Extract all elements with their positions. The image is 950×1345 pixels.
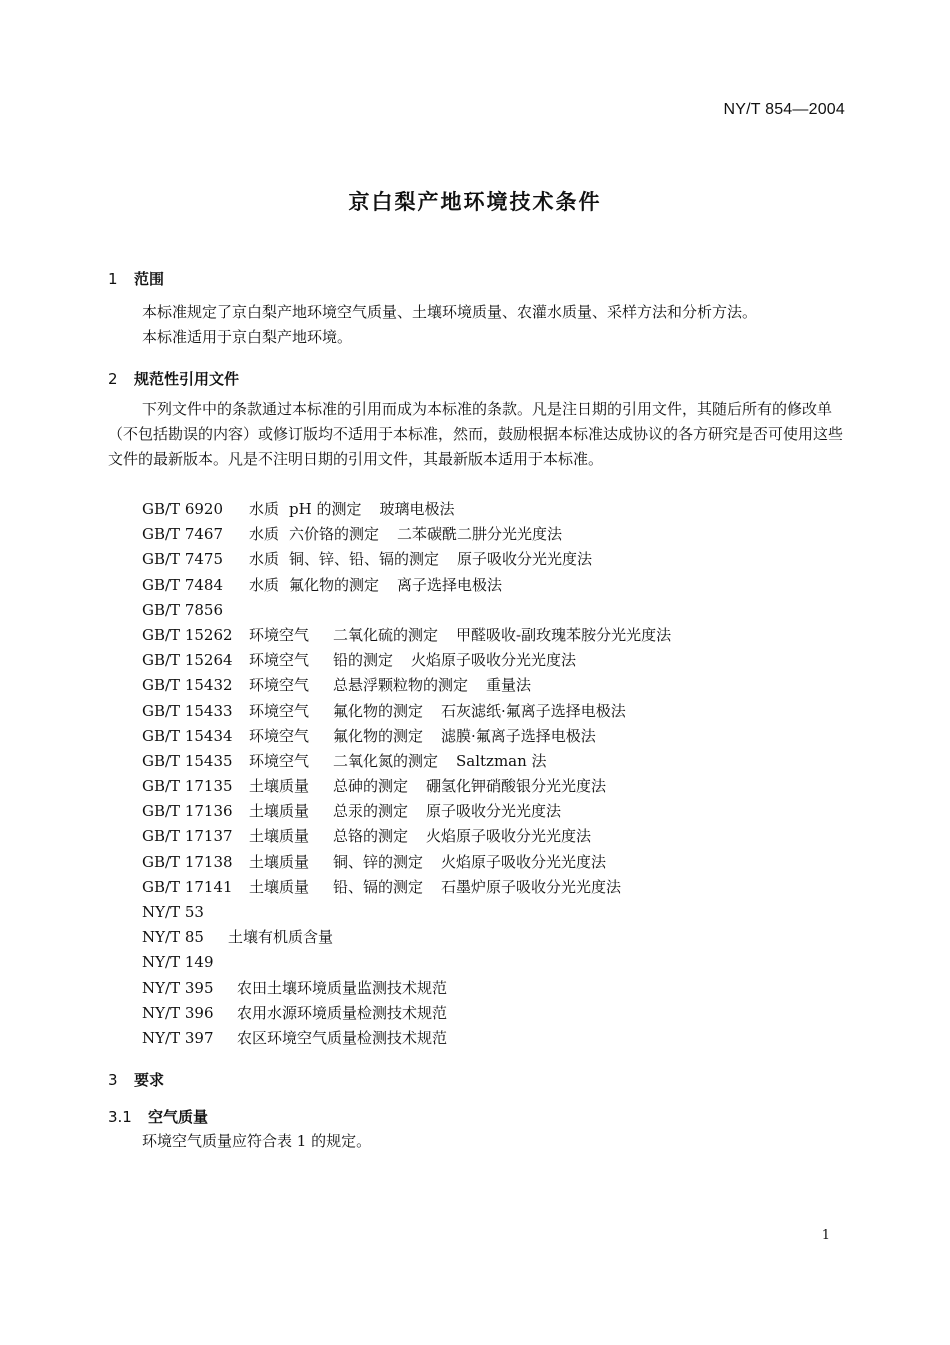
reference-code: GB/T 15264 bbox=[142, 651, 233, 670]
reference-code: GB/T 17136 bbox=[142, 802, 233, 821]
reference-method: 二苯碳酰二肼分光光度法 bbox=[397, 525, 563, 544]
reference-test: 总铬的测定 bbox=[333, 827, 409, 846]
reference-method: Saltzman 法 bbox=[456, 751, 547, 770]
reference-item bbox=[142, 724, 671, 749]
section-2-title: 规范性引用文件 bbox=[134, 370, 240, 388]
reference-code: GB/T 17135 bbox=[142, 777, 233, 796]
section-3-number: 3 bbox=[108, 1071, 118, 1089]
reference-item bbox=[142, 774, 671, 799]
reference-code: GB/T 15262 bbox=[142, 625, 233, 644]
section-2-number: 2 bbox=[108, 370, 118, 388]
page-number: 1 bbox=[821, 1228, 830, 1243]
reference-code: NY/T 53 bbox=[142, 903, 204, 921]
reference-category: 水质 bbox=[249, 525, 280, 544]
section-2-intro: 下列文件中的条款通过本标准的引用而成为本标准的条款。凡是注日期的引用文件，其随后所有的修改单（不包括勘误的内容）或修订版均不适用于本标准，然而，鼓励根据本标准达成协议的各方研究是否可使用这些文件的最新版本。凡是不注明日期的引用文件，其最新版本适用于本标准。 bbox=[108, 400, 844, 468]
reference-item bbox=[142, 573, 671, 598]
reference-method: 原子吸收分光光度法 bbox=[426, 802, 562, 821]
reference-item bbox=[142, 900, 671, 925]
reference-item bbox=[142, 522, 671, 547]
reference-method: 滤膜·氟离子选择电极法 bbox=[441, 726, 596, 745]
reference-code: GB/T 7484 bbox=[142, 575, 224, 594]
reference-item bbox=[142, 1026, 671, 1051]
reference-code: GB/T 7475 bbox=[142, 550, 224, 569]
reference-item bbox=[142, 648, 671, 673]
reference-item bbox=[142, 850, 671, 875]
reference-category: 土壤有机质含量 bbox=[228, 928, 334, 947]
reference-code: NY/T 396 bbox=[142, 1003, 214, 1022]
reference-category: 农区环境空气质量检测技术规范 bbox=[237, 1028, 448, 1047]
reference-code: NY/T 397 bbox=[142, 1028, 214, 1047]
reference-test: 二氧化氮的测定 bbox=[333, 751, 439, 770]
reference-code: NY/T 149 bbox=[142, 953, 214, 972]
reference-test: 氟化物的测定 bbox=[289, 575, 380, 594]
reference-test: 铅、镉的测定 bbox=[333, 877, 424, 896]
reference-item bbox=[142, 976, 671, 1001]
reference-test: 总汞的测定 bbox=[333, 802, 409, 821]
reference-method: 玻璃电极法 bbox=[379, 500, 455, 518]
reference-item bbox=[142, 749, 671, 774]
reference-test: 二氧化硫的测定 bbox=[333, 625, 439, 644]
reference-item bbox=[142, 699, 671, 724]
reference-method: 石墨炉原子吸收分光光度法 bbox=[441, 877, 622, 896]
section-2-heading bbox=[108, 368, 239, 389]
reference-test: 六价铬的测定 bbox=[289, 525, 380, 544]
reference-method: 硼氢化钾硝酸银分光光度法 bbox=[426, 777, 607, 796]
reference-test: 铜、锌的测定 bbox=[333, 852, 424, 871]
reference-category: 水质 bbox=[249, 550, 280, 569]
reference-test: 总悬浮颗粒物的测定 bbox=[333, 676, 469, 695]
reference-item bbox=[142, 799, 671, 824]
reference-item bbox=[142, 824, 671, 849]
reference-category: 土壤质量 bbox=[249, 802, 310, 821]
reference-category: 土壤质量 bbox=[249, 852, 310, 871]
reference-test: pH 的测定 bbox=[289, 500, 362, 518]
reference-code: GB/T 15432 bbox=[142, 676, 233, 695]
reference-code: GB/T 15435 bbox=[142, 751, 233, 770]
reference-test: 铅的测定 bbox=[333, 651, 394, 670]
reference-item bbox=[142, 875, 671, 900]
section-3-title: 要求 bbox=[134, 1071, 165, 1089]
reference-code: GB/T 15433 bbox=[142, 701, 233, 720]
section-1-heading bbox=[108, 268, 164, 289]
normative-reference-list bbox=[142, 497, 671, 1051]
reference-method: 石灰滤纸·氟离子选择电极法 bbox=[441, 701, 626, 720]
reference-code: GB/T 7856 bbox=[142, 600, 224, 619]
reference-code: NY/T 395 bbox=[142, 978, 214, 997]
reference-method: 火焰原子吸收分光光度法 bbox=[411, 651, 577, 670]
reference-item bbox=[142, 925, 671, 950]
reference-code: GB/T 17137 bbox=[142, 827, 233, 846]
reference-method: 甲醛吸收-副玫瑰苯胺分光光度法 bbox=[456, 625, 672, 644]
reference-item bbox=[142, 598, 671, 623]
reference-category: 土壤质量 bbox=[249, 877, 310, 896]
reference-method: 重量法 bbox=[486, 676, 532, 695]
reference-category: 农用水源环境质量检测技术规范 bbox=[237, 1003, 448, 1022]
reference-category: 环境空气 bbox=[249, 751, 310, 770]
section-3-heading bbox=[108, 1069, 164, 1090]
reference-item bbox=[142, 673, 671, 698]
reference-test: 铜、锌、铅、镉的测定 bbox=[289, 550, 440, 569]
reference-test: 总砷的测定 bbox=[333, 777, 409, 796]
reference-category: 土壤质量 bbox=[249, 827, 310, 846]
reference-category: 水质 bbox=[249, 500, 280, 518]
section-3-1-number: 3.1 bbox=[108, 1108, 132, 1126]
section-1-paragraph-1: 本标准规定了京白梨产地环境空气质量、土壤环境质量、农灌水质量、采样方法和分析方法。 bbox=[142, 303, 758, 321]
reference-category: 水质 bbox=[249, 575, 280, 594]
reference-category: 环境空气 bbox=[249, 625, 310, 644]
section-3-1-title: 空气质量 bbox=[148, 1108, 209, 1126]
section-3-1-text: 环境空气质量应符合表 1 的规定。 bbox=[142, 1132, 372, 1150]
reference-code: GB/T 15434 bbox=[142, 726, 233, 745]
reference-test: 氟化物的测定 bbox=[333, 701, 424, 720]
reference-category: 农田土壤环境质量监测技术规范 bbox=[237, 978, 448, 997]
section-1-title: 范围 bbox=[134, 270, 165, 288]
reference-category: 环境空气 bbox=[249, 676, 310, 695]
reference-code: GB/T 17138 bbox=[142, 852, 233, 871]
reference-item bbox=[142, 1001, 671, 1026]
reference-code: GB/T 17141 bbox=[142, 877, 233, 896]
reference-category: 土壤质量 bbox=[249, 777, 310, 796]
document-title: 京白梨产地环境技术条件 bbox=[348, 190, 602, 214]
reference-code: GB/T 7467 bbox=[142, 525, 224, 544]
reference-item bbox=[142, 497, 671, 522]
section-1-paragraph-2: 本标准适用于京白梨产地环境。 bbox=[142, 328, 353, 346]
reference-code: GB/T 6920 bbox=[142, 500, 224, 518]
section-1-number: 1 bbox=[108, 270, 118, 288]
reference-category: 环境空气 bbox=[249, 701, 310, 720]
section-3-1-heading bbox=[108, 1106, 208, 1127]
reference-method: 火焰原子吸收分光光度法 bbox=[426, 827, 592, 846]
reference-method: 火焰原子吸收分光光度法 bbox=[441, 852, 607, 871]
reference-category: 环境空气 bbox=[249, 726, 310, 745]
reference-code: NY/T 85 bbox=[142, 928, 204, 947]
reference-method: 原子吸收分光光度法 bbox=[457, 550, 593, 569]
reference-method: 离子选择电极法 bbox=[397, 575, 503, 594]
reference-item bbox=[142, 950, 671, 975]
reference-test: 氟化物的测定 bbox=[333, 726, 424, 745]
standard-number: NY/T 854—2004 bbox=[723, 101, 845, 118]
reference-item bbox=[142, 623, 671, 648]
reference-category: 环境空气 bbox=[249, 651, 310, 670]
reference-item bbox=[142, 547, 671, 572]
